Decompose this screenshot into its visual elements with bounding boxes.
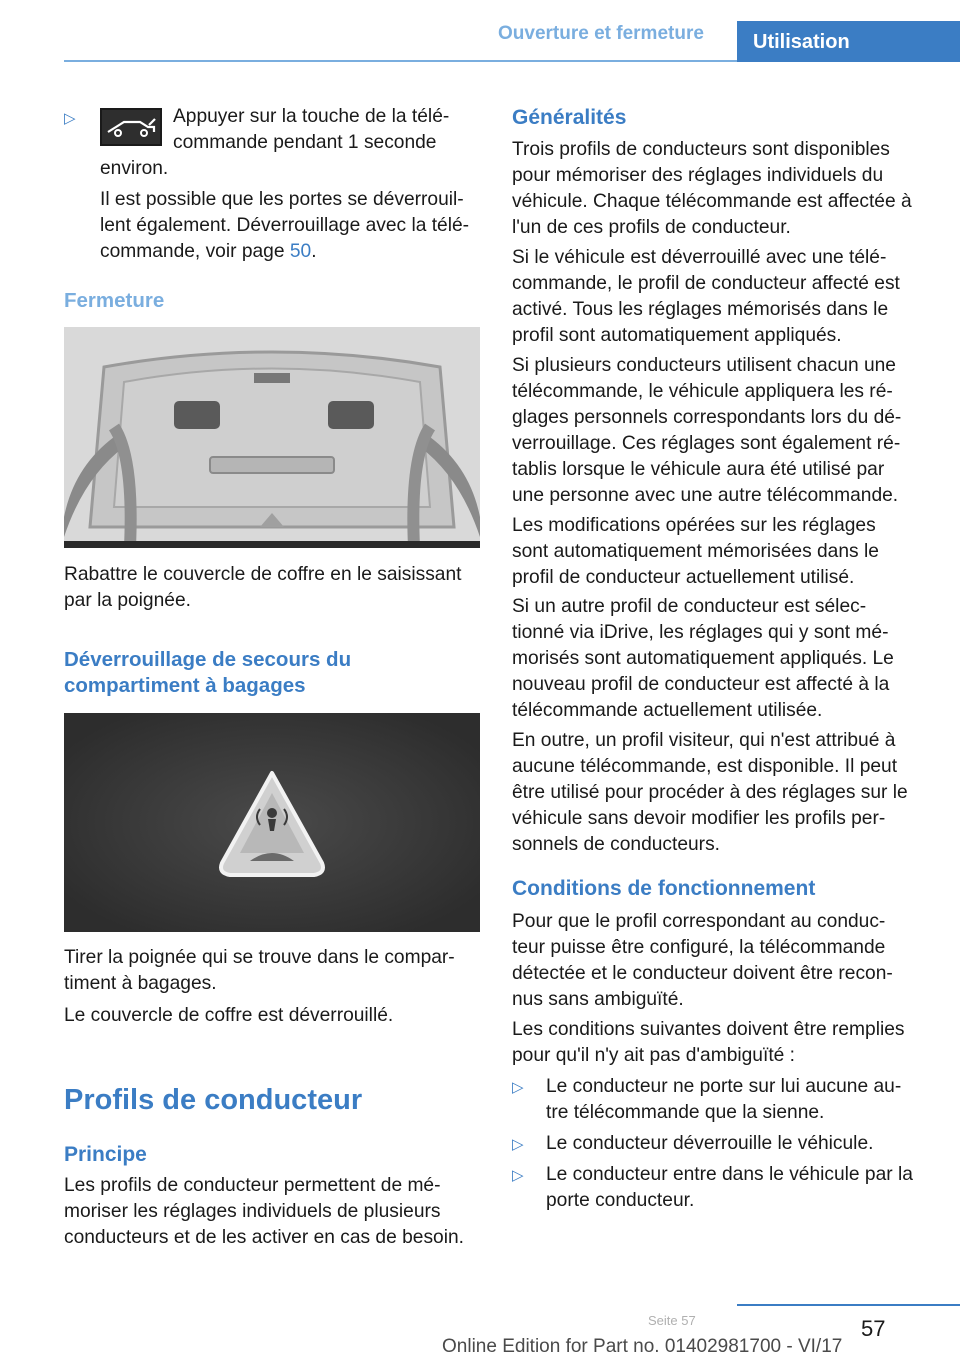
unlock-note-3: commande, voir page 50. — [100, 241, 317, 262]
bullet-3-line-2: porte conducteur. — [546, 1190, 695, 1211]
unlocked-line-3: activé. Tous les réglages mémorisés dans le — [512, 299, 889, 320]
header-section-title: Ouverture et fermeture — [498, 23, 704, 44]
general-line-1: Trois profils de conducteurs sont disponibles — [512, 139, 890, 160]
several-line-3: glages personnels correspondants lors du dé- — [512, 407, 902, 428]
profiles-title: Profils de conducteur — [64, 1084, 363, 1116]
remote-key-text-3: environ. — [100, 158, 169, 179]
unlock-note-2: lent également. Déverrouillage avec la télé- — [100, 215, 470, 236]
closing-heading: Fermeture — [64, 289, 165, 312]
conditions-line-1: Pour que le profil correspondant au conduc- — [512, 911, 886, 932]
modifications-line-2: sont automatiquement mémorisées dans le — [512, 541, 879, 562]
general-line-2: pour mémoriser des réglages individuels du — [512, 165, 884, 186]
several-line-5: tablis lorsque le véhicule aura été utilisé par — [512, 459, 885, 480]
several-line-1: Si plusieurs conducteurs utilisent chacun une — [512, 355, 896, 376]
conditions-line-2: teur puisse être configuré, la télécommande — [512, 937, 886, 958]
remote-key-text-2: commande pendant 1 seconde — [173, 132, 437, 153]
unlocked-line-1: Si le véhicule est déverrouillé avec une télé- — [512, 247, 887, 268]
requirements-line-2: pour qu'il n'y ait pas d'ambiguïté : — [512, 1045, 795, 1066]
bullet-3-line-1: Le conducteur entre dans le véhicule par la — [546, 1164, 913, 1185]
guest-line-4: véhicule sans devoir modifier les profils per- — [512, 808, 886, 829]
requirements-line-1: Les conditions suivantes doivent être remplies — [512, 1019, 905, 1040]
general-line-3: véhicule. Chaque télécommande est affectée à — [512, 191, 912, 212]
principle-heading: Principe — [64, 1143, 147, 1166]
bullet-2-line: Le conducteur déverrouille le véhicule. — [546, 1133, 874, 1154]
bullet-marker: ▷ — [512, 1079, 524, 1096]
remote-key-text-1: Appuyer sur la touche de la télé- — [173, 106, 450, 127]
several-line-6: une personne avec une autre télécommande. — [512, 485, 899, 506]
emergency-release-handle-photo — [64, 713, 480, 932]
bullet-1-line-2: tre télécommande que la sienne. — [546, 1102, 825, 1123]
header-rule — [64, 60, 737, 62]
footer-edition: Online Edition for Part no. 01402981700 - VI/17 — [442, 1336, 843, 1357]
closing-text-2: par la poignée. — [64, 590, 191, 611]
page-reference-link[interactable]: 50 — [289, 241, 312, 262]
unlocked-line-2: commande, le profil de conducteur affecté est — [512, 273, 900, 294]
conditions-line-3: détectée et le conducteur doivent être recon- — [512, 963, 893, 984]
page-number: 57 — [861, 1316, 886, 1341]
principle-text-1: Les profils de conducteur permettent de mé- — [64, 1175, 441, 1196]
emergency-heading-2: compartiment à bagages — [64, 674, 306, 697]
bullet-marker: ▷ — [64, 110, 76, 127]
emergency-text-2: timent à bagages. — [64, 973, 217, 994]
principle-text-3: conducteurs et de les activer en cas de besoin. — [64, 1227, 464, 1248]
header-chapter-tab: Utilisation — [737, 21, 960, 62]
remote-tailgate-button-icon — [100, 108, 162, 146]
modifications-line-3: profil de conducteur actuellement utilisé. — [512, 567, 855, 588]
general-line-4: l'un de ces profils de conducteur. — [512, 217, 791, 238]
footer-watermark: Seite 57 — [648, 1313, 696, 1328]
several-line-2: télécommande, le véhicule appliquera les ré- — [512, 381, 893, 402]
other-profile-line-5: télécommande actuellement utilisée. — [512, 700, 823, 721]
unlock-note-1: Il est possible que les portes se déverrouil- — [100, 189, 464, 210]
bullet-marker: ▷ — [512, 1167, 524, 1184]
other-profile-line-1: Si un autre profil de conducteur est sélec- — [512, 596, 867, 617]
emergency-heading-1: Déverrouillage de secours du — [64, 648, 352, 671]
guest-line-5: sonnels de conducteurs. — [512, 834, 720, 855]
principle-text-2: moriser les réglages individuels de plusieurs — [64, 1201, 441, 1222]
unlocked-line-4: profil sont automatiquement appliqués. — [512, 325, 842, 346]
guest-line-1: En outre, un profil visiteur, qui n'est attribué à — [512, 730, 896, 751]
bullet-marker: ▷ — [512, 1136, 524, 1153]
other-profile-line-3: morisés sont automatiquement appliqués. Le — [512, 648, 894, 669]
other-profile-line-2: tionné via iDrive, les réglages qui y sont mé- — [512, 622, 889, 643]
general-heading: Généralités — [512, 106, 627, 129]
footer-rule — [737, 1304, 960, 1306]
conditions-heading: Conditions de fonctionnement — [512, 877, 816, 900]
emergency-text-1: Tirer la poignée qui se trouve dans le compar- — [64, 947, 455, 968]
bullet-1-line-1: Le conducteur ne porte sur lui aucune au- — [546, 1076, 902, 1097]
emergency-text-3: Le couvercle de coffre est déverrouillé. — [64, 1005, 394, 1026]
closing-text-1: Rabattre le couvercle de coffre en le saisissant — [64, 564, 462, 585]
conditions-line-4: nus sans ambiguïté. — [512, 989, 684, 1010]
other-profile-line-4: nouveau profil de conducteur est affecté à la — [512, 674, 890, 695]
several-line-4: verrouillage. Ces réglages sont également ré- — [512, 433, 901, 454]
trunk-lid-photo — [64, 327, 480, 548]
guest-line-2: aucune télécommande, est disponible. Il peut — [512, 756, 898, 777]
guest-line-3: être utilisé pour procéder à des réglages sur le — [512, 782, 908, 803]
modifications-line-1: Les modifications opérées sur les réglages — [512, 515, 876, 536]
